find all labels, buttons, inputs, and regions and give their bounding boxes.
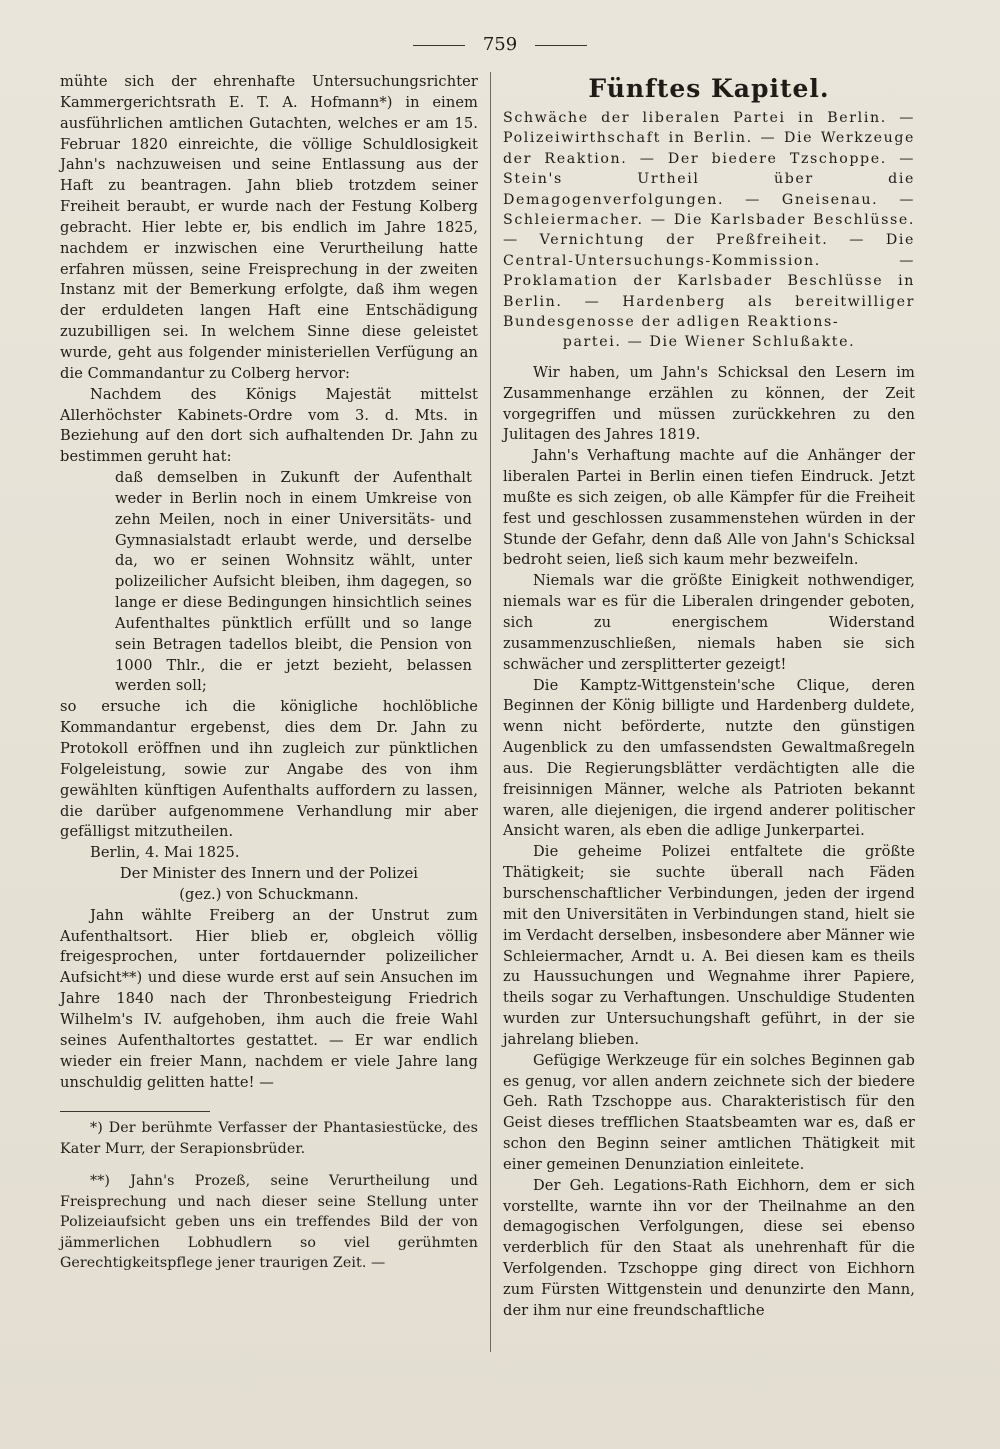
chapter-summary-last-line: partei. — Die Wiener Schlußakte. <box>562 334 856 351</box>
header-rule-left <box>413 45 465 46</box>
left-paragraph: mühte sich der ehrenhafte Untersuchungsrichter Kammergerichtsrath E. T. A. Hofmann*) in einem ausführlichen amtlichen Gutachten, welches er am 15. Februar 1820 einreichte, die völlige Schuldlosigkeit Jahn's nachzuweisen und seine Entlassung aus der Haft zu beantragen. Jahn blieb trotzdem seiner Freiheit beraubt, er wurde nach der Festung Kolberg gebracht. Hier lebte er, bis endlich im Jahre 1825, nachdem er inzwischen eine Verurtheilung hatte erfahren müssen, seine Freisprechung in der zweiten Instanz mit der Bemerkung erfolgte, daß ihm wegen der erduldeten langen Haft eine Entschädigung zuzubilligen sei. In welchem Sinne diese geleistet wurde, geht aus folgender ministeriellen Verfügung an die Commandantur zu Colberg hervor: <box>60 73 478 382</box>
quote-inner: daß demselben in Zukunft der Aufenthalt weder in Berlin noch in einem Umkreise von zehn Meilen, noch in einer Universitäts- und Gymnasialstadt erlaubt werde, und derselbe da, wo er seinen Wohnsitz wählt, unter polizeilicher Aufsicht bleiben, ihm dagegen, so lange er diese Bedingungen hinsichtlich seines Aufenthaltes pünktlich erfüllt und so lange sein Betragen tadellos bleibt, die Pension von 1000 Thlr., die er jetzt bezieht, belassen werden soll; <box>115 469 472 695</box>
footnote-1: *) Der berühmte Verfasser der Phantasiestücke, des Kater Murr, der Serapionsbrüder. <box>60 1120 478 1157</box>
column-divider <box>490 72 491 1352</box>
right-paragraph: Die Kamptz-Wittgenstein'sche Clique, deren Beginnen der König billigte und Hardenberg duldete, wenn nicht beförderte, nutzte den günstigen Augenblick zu den umfassendsten Gewaltmaßregeln aus. Die Regierungsblätter verdächtigten alle die freisinnigen Männer, welche als Patrioten bekannt waren, alle diejenigen, die irgend anderer politischer Ansicht waren, als eben die adlige Junkerpartei. <box>503 676 915 840</box>
right-column <box>503 72 915 1322</box>
closing-paragraph: Jahn wählte Freiberg an der Unstrut zum Aufenthaltsort. Hier blieb er, obgleich völlig freigesprochen, unter fortdauernder polizeilicher Aufsicht**) und diese wurde erst auf sein Ansuchen im Jahre 1840 nach der Thronbesteigung Friedrich Wilhelm's IV. aufgehoben, ihm auch die freie Wahl seines Aufenthaltortes gestattet. — Er war endlich wieder ein freier Mann, nachdem er viele Jahre lang unschuldig gelitten hatte! — <box>60 906 478 1091</box>
right-paragraph: Die geheime Polizei entfaltete die größte Thätigkeit; sie suchte überall nach Fäden burschenschaftlicher Verbindungen, jeden der irgend mit den Universitäten in Verbindungen stand, hielt sie im Verdacht derselben, insbesondere aber Männer wie Schleiermacher, Arndt u. A. Bei diesen kam es theils zu Haussuchungen und Wegnahme ihrer Papiere, theils sogar zu Verhaftungen. Unschuldige Studenten wurden zur Untersuchungshaft geführt, in der sie jahrelang blieben. <box>503 843 915 1048</box>
signature-line-1: Der Minister des Innern und der Polizei <box>119 865 419 883</box>
signature-date: Berlin, 4. Mai 1825. <box>90 844 240 862</box>
page-header <box>0 30 1000 60</box>
right-paragraph: Wir haben, um Jahn's Schicksal den Lesern im Zusammenhange erzählen zu können, der Zeit vorgegriffen und müssen zurückkehren zu den Julitagen des Jahres 1819. <box>503 363 915 444</box>
page-number: 759 <box>482 34 518 55</box>
chapter-title: Fünftes Kapitel. <box>588 74 830 103</box>
signature-line-2: (gez.) von Schuckmann. <box>179 885 359 903</box>
header-rule-right <box>535 45 587 46</box>
chapter-summary: Schwäche der liberalen Partei in Berlin. — Polizeiwirthschaft in Berlin. — Die Werkzeuge der Reaktion. — Der biedere Tzschoppe. — Stein's Urtheil über die Demagogenverfolgungen. — Gneisenau. — Schleiermacher. — Die Karlsbader Beschlüsse. — Vernichtung der Preßfreiheit. — Die Central-Untersuchungs-Kommission. — Proklamation der Karlsbader Beschlüsse in Berlin. — Hardenberg als bereitwilliger Bundesgenosse der adligen Reaktions- <box>503 110 915 331</box>
right-body <box>503 363 915 1322</box>
quote-outro: so ersuche ich die königliche hochlöbliche Kommandantur ergebenst, dies dem Dr. Jahn zu Protokoll eröffnen und ihn zugleich zur pünktlichen Folgeleistung, sowie zur Angabe des von ihm gewählten künftigen Aufenthalts auffordern zu lassen, die darüber aufgenommene Verhandlung mir aber gefälligst mitzutheilen. <box>60 698 478 841</box>
right-paragraph: Der Geh. Legations-Rath Eichhorn, dem er sich vorstellte, warnte ihn vor der Theilnahme an den demagogischen Verfolgungen, diese sei ebenso verderblich für den Staat als unehrenhaft für die Verfolgenden. Tzschoppe ging direct von Eichhorn zum Fürsten Wittgenstein und denunzirte den Mann, der ihm nur eine freundschaftliche <box>503 1176 915 1319</box>
footnote-rule <box>60 1111 210 1112</box>
right-paragraph: Niemals war die größte Einigkeit nothwendiger, niemals war es für die Liberalen dringender geboten, sich zu energischem Widerstand zusammenzuschließen, niemals haben sie sich schwächer und zersplitterter gezeigt! <box>503 572 915 673</box>
right-paragraph: Gefügige Werkzeuge für ein solches Beginnen gab es genug, vor allen andern zeichnete sich der biedere Geh. Rath Tzschoppe aus. Charakteristisch für den Geist dieses trefflichen Staatsbeamten war es, daß er schon den Beginn seiner amtlichen Thätigkeit mit einer gemeinen Denunziation einleitete. <box>503 1051 915 1173</box>
right-paragraph: Jahn's Verhaftung machte auf die Anhänger der liberalen Partei in Berlin einen tiefen Eindruck. Jetzt mußte es sich zeigen, ob alle Kämpfer für die Freiheit fest und geschlossen zusammenstehen würden in der Stunde der Gefahr, denn daß Alle von Jahn's Schicksal bedroht seien, ließ sich kaum mehr bezweifeln. <box>503 447 915 569</box>
left-column <box>60 72 478 1274</box>
quote-intro: Nachdem des Königs Majestät mittelst Allerhöchster Kabinets-Ordre vom 3. d. Mts. in Beziehung auf den dort sich aufhaltenden Dr. Jahn zu bestimmen geruht hat: <box>60 385 478 466</box>
footnote-2: **) Jahn's Prozeß, seine Verurtheilung und Freisprechung und nach dieser seine Stellung unter Polizeiaufsicht geben uns ein treffendes Bild der von jämmerlichen Lobhudlern so viel gerühmten Gerechtigkeitspflege jener traurigen Zeit. — <box>60 1173 478 1272</box>
